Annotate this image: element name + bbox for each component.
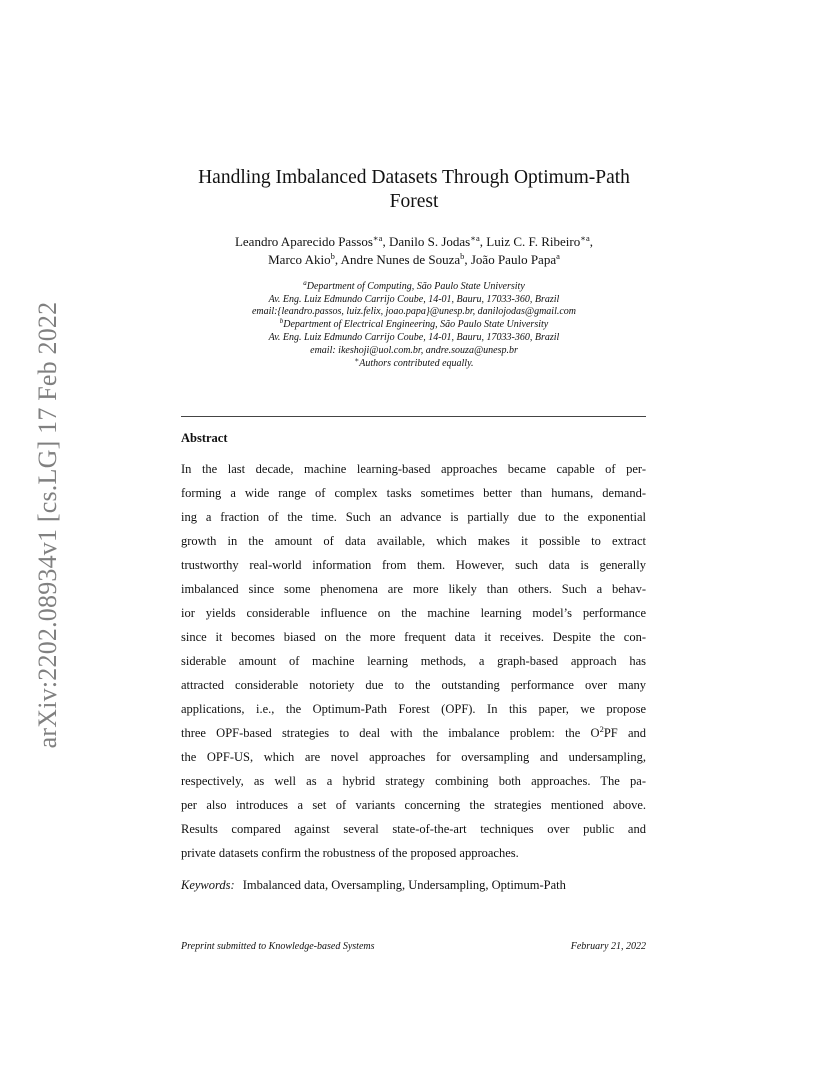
author-name: , Danilo S. Jodas (382, 234, 471, 249)
author-marker: ∗a (470, 233, 480, 243)
abstract-line: In the last decade, machine learning-based approaches became capable of per- (181, 462, 646, 476)
preprint-note: Preprint submitted to Knowledge-based Systems (181, 941, 375, 952)
superscript: 2 (599, 724, 604, 734)
abstract-line: respectively, as well as a hybrid strategy combining both approaches. The pa- (181, 774, 646, 788)
paper-title (160, 166, 668, 214)
title-line: Forest (389, 191, 439, 212)
abstract-line: attracted considerable notoriety due to the outstanding performance over many (181, 678, 646, 692)
author-name: , Luiz C. F. Ribeiro (479, 234, 581, 249)
keywords-text: Imbalanced data, Oversampling, Undersampling, Optimum-Path (242, 878, 566, 892)
abstract-line: growth in the amount of data available, which makes it possible to extract (181, 534, 646, 548)
arxiv-identifier: arXiv:2202.08934v1 [cs.LG] 17 Feb 2022 (33, 301, 62, 749)
author-marker: a (556, 251, 560, 261)
author-name: Marco Akio (268, 252, 331, 267)
footer-date: February 21, 2022 (570, 941, 646, 952)
affiliation-a-email: email:{leandro.passos, luiz.felix, joao.papa}@unesp.br, danilojodas@gmail.com (251, 306, 577, 317)
abstract-text: PF and (603, 726, 646, 740)
affiliation-marker: b (279, 317, 284, 325)
section-divider (181, 416, 646, 417)
author-separator: , (589, 234, 594, 249)
abstract-line: Results compared against several state-of-the-art techniques over public and (181, 822, 646, 836)
author-marker: ∗a (372, 233, 383, 243)
abstract-line: applications, i.e., the Optimum-Path Forest (OPF). In this paper, we propose (181, 702, 646, 716)
affiliation-marker: a (303, 279, 307, 287)
abstract-line: private datasets confirm the robustness of the proposed approaches. (181, 846, 519, 860)
affiliation-a-address: Av. Eng. Luiz Edmundo Carrijo Coube, 14-01, Bauru, 17033-360, Brazil (268, 294, 560, 305)
author-line-2 (160, 251, 668, 269)
author-name: , Andre Nunes de Souza (334, 252, 461, 267)
author-line-1 (160, 233, 668, 251)
abstract-line: since it becomes biased on the more frequent data it receives. Despite the con- (181, 630, 646, 644)
abstract-text: three OPF-based strategies to deal with the imbalance problem: the O (181, 726, 600, 740)
abstract-heading: Abstract (181, 431, 228, 445)
abstract-line: imbalanced since some phenomena are more likely than others. Such a behav- (181, 582, 646, 596)
abstract-line: trustworthy real-world information from them. However, such data is generally (181, 558, 646, 572)
author-marker: b (330, 251, 335, 261)
abstract-line: per also introduces a set of variants concerning the strategies mentioned above. (181, 798, 646, 812)
affiliation-b-address: Av. Eng. Luiz Edmundo Carrijo Coube, 14-01, Bauru, 17033-360, Brazil (268, 332, 560, 343)
author-marker: b (460, 251, 465, 261)
affiliation-b-dept (160, 318, 668, 331)
affiliation-text: Department of Electrical Engineering, São Paulo State University (283, 319, 549, 330)
title-line: Handling Imbalanced Datasets Through Optimum-Path (198, 167, 630, 188)
abstract-line: ing a fraction of the time. Such an advance is partially due to the exponential (181, 510, 646, 524)
abstract-line: ior yields considerable influence on the machine learning model’s performance (181, 606, 646, 620)
abstract-line (181, 726, 646, 741)
affiliation-b-email: email: ikeshoji@uol.com.br, andre.souza@unesp.br (310, 345, 518, 356)
author-marker: ∗a (580, 233, 590, 243)
author-name: Leandro Aparecido Passos (234, 234, 373, 249)
keywords-label: Keywords: (181, 878, 235, 892)
footnote-marker: ∗ (354, 356, 360, 364)
abstract-line: the OPF-US, which are novel approaches for oversampling and undersampling, (181, 750, 646, 764)
affiliation-text: Department of Computing, São Paulo State University (306, 281, 525, 292)
author-name: , João Paulo Papa (464, 252, 557, 267)
affiliation-a-dept (160, 280, 668, 293)
note-text: Authors contributed equally. (359, 358, 474, 369)
keywords-line (181, 878, 566, 893)
equal-contribution-note (160, 357, 668, 370)
abstract-line: siderable amount of machine learning methods, a graph-based approach has (181, 654, 646, 668)
abstract-line: forming a wide range of complex tasks sometimes better than humans, demand- (181, 486, 646, 500)
